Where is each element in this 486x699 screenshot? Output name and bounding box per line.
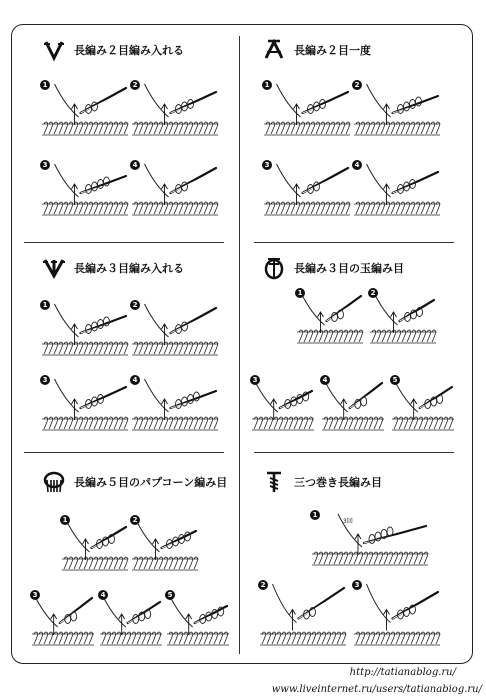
step-illustration [390,375,456,435]
stitch-diagram [130,300,220,360]
step-number-badge: 2 [130,515,140,525]
step-number-badge: 2 [130,300,140,310]
stitch-diagram [352,580,442,650]
fabric-row [392,417,454,430]
panel-title: 長編み２目編み入れる [74,44,184,57]
step-illustration [130,160,220,220]
step-illustration [130,375,220,435]
fabric-row [312,552,428,565]
fabric-row [264,122,350,135]
step-illustration [40,375,130,435]
crochet-hook [254,379,312,420]
step-illustration [295,288,365,348]
fabric-row [42,202,128,215]
fabric-row [322,417,384,430]
stitch-diagram [40,300,130,360]
crochet-hook [394,379,452,420]
panel-title: 長編み２目一度 [294,44,371,57]
stitch-diagram [40,160,130,220]
step-illustration [165,590,231,650]
panel-title: 長編み５目のパプコーン編み目 [74,476,228,489]
step-number-badge: 3 [40,160,50,170]
crochet-hook [145,379,217,420]
step-number-badge: 5 [165,590,175,600]
crochet-hook [55,379,127,420]
stitch-diagram [30,590,96,650]
step-illustration [130,515,200,575]
fabric-row [132,417,218,430]
fabric-row [132,342,218,355]
crochet-hook [145,164,217,205]
stitch-diagram [40,80,130,140]
triple-treble-icon [262,470,286,494]
step-illustration [40,300,130,360]
stitch-diagram [40,375,130,435]
fabric-row [100,632,162,645]
step-number-badge: 3 [352,580,362,590]
fabric-row [42,417,128,430]
fabric-row [132,557,198,570]
fabric-row [132,122,218,135]
step-number-badge: 1 [40,80,50,90]
fabric-row [132,202,218,215]
step-illustration [98,590,164,650]
row-divider-1-right [254,242,454,243]
a-two-icon [262,38,286,62]
step-illustration [310,510,430,570]
panel-title: 三つ巻き長編み目 [294,476,382,489]
crochet-hook [367,584,439,631]
stitch-diagram [250,375,316,435]
step-illustration [262,160,352,220]
watermark: www.liveinternet.ru/users/tatianabiog.ru/ [271,684,482,695]
stitch-diagram [310,510,430,570]
crochet-hook [277,164,349,205]
crochet-hook [277,84,349,125]
step-illustration [60,515,130,575]
step-illustration [352,580,442,650]
fabric-row [252,417,314,430]
fabric-row [167,632,229,645]
crochet-hook [367,164,439,205]
fabric-row [32,632,94,645]
step-number-badge: 5 [390,375,400,385]
fabric-row [42,342,128,355]
popcorn-icon [42,470,66,494]
crochet-hook [145,304,217,345]
row-divider-1-left [24,242,224,243]
stitch-diagram [390,375,456,435]
fabric-row [354,202,440,215]
stitch-diagram [368,288,438,348]
stitch-diagram [130,80,220,140]
fabric-row [42,122,128,135]
stitch-diagram [295,288,365,348]
step-number-badge: 2 [130,80,140,90]
step-number-badge: 1 [40,300,50,310]
step-number-badge: 3 [30,590,40,600]
fabric-row [62,557,128,570]
step-number-badge: 4 [98,590,108,600]
step-number-badge: 1 [60,515,70,525]
fabric-row [297,330,363,343]
crochet-hook [55,84,127,125]
stitch-diagram [98,590,164,650]
column-divider [239,36,240,654]
step-number-badge: 4 [130,375,140,385]
step-number-badge: 1 [262,80,272,90]
crochet-hook [55,304,127,345]
step-illustration [368,288,438,348]
crochet-hook [34,594,92,635]
step-illustration [130,80,220,140]
step-number-badge: 4 [130,160,140,170]
stitch-diagram [130,375,220,435]
step-illustration [40,80,130,140]
fabric-row [260,632,346,645]
crochet-hook [102,594,160,635]
step-number-badge: 2 [258,580,268,590]
row-divider-2-right [254,452,454,453]
step-illustration [250,375,316,435]
fabric-row [264,202,350,215]
step-number-badge: 3 [40,375,50,385]
crochet-hook [301,292,362,333]
step-illustration [130,300,220,360]
crochet-hook [367,84,439,125]
step-illustration [352,80,442,140]
fabric-row [370,330,436,343]
crochet-hook [136,519,197,560]
loop-count-label: 3回 [343,518,353,525]
crochet-hook [273,584,345,631]
step-number-badge: 2 [368,288,378,298]
crochet-hook [374,292,435,333]
stitch-diagram [352,160,442,220]
step-number-badge: 1 [295,288,305,298]
row-divider-2-left [24,452,224,453]
crochet-hook [169,594,227,635]
bobble-icon [262,256,286,280]
step-number-badge: 1 [310,510,320,520]
v-three-icon [42,256,66,280]
footer-url[interactable]: http://tatianablog.ru/ [349,667,456,678]
panel-title: 長編み３目の玉編み目 [294,262,404,275]
step-illustration [30,590,96,650]
stitch-diagram [60,515,130,575]
step-number-badge: 3 [262,160,272,170]
crochet-hook [55,164,127,205]
stitch-diagram [258,580,348,650]
stitch-diagram [165,590,231,650]
stitch-diagram [262,160,352,220]
crochet-hook [145,84,217,125]
step-number-badge: 4 [352,160,362,170]
crochet-hook [324,379,382,420]
step-illustration [40,160,130,220]
crochet-hook [66,519,127,560]
stitch-diagram [352,80,442,140]
step-illustration [352,160,442,220]
step-number-badge: 2 [352,80,362,90]
fabric-row [354,122,440,135]
v-two-icon [42,38,66,62]
stitch-diagram [320,375,386,435]
step-illustration [262,80,352,140]
step-illustration [258,580,348,650]
step-illustration [320,375,386,435]
stitch-diagram [130,515,200,575]
stitch-diagram [130,160,220,220]
fabric-row [354,632,440,645]
step-number-badge: 3 [250,375,260,385]
panel-title: 長編み３目編み入れる [74,262,184,275]
step-number-badge: 4 [320,375,330,385]
stitch-diagram [262,80,352,140]
